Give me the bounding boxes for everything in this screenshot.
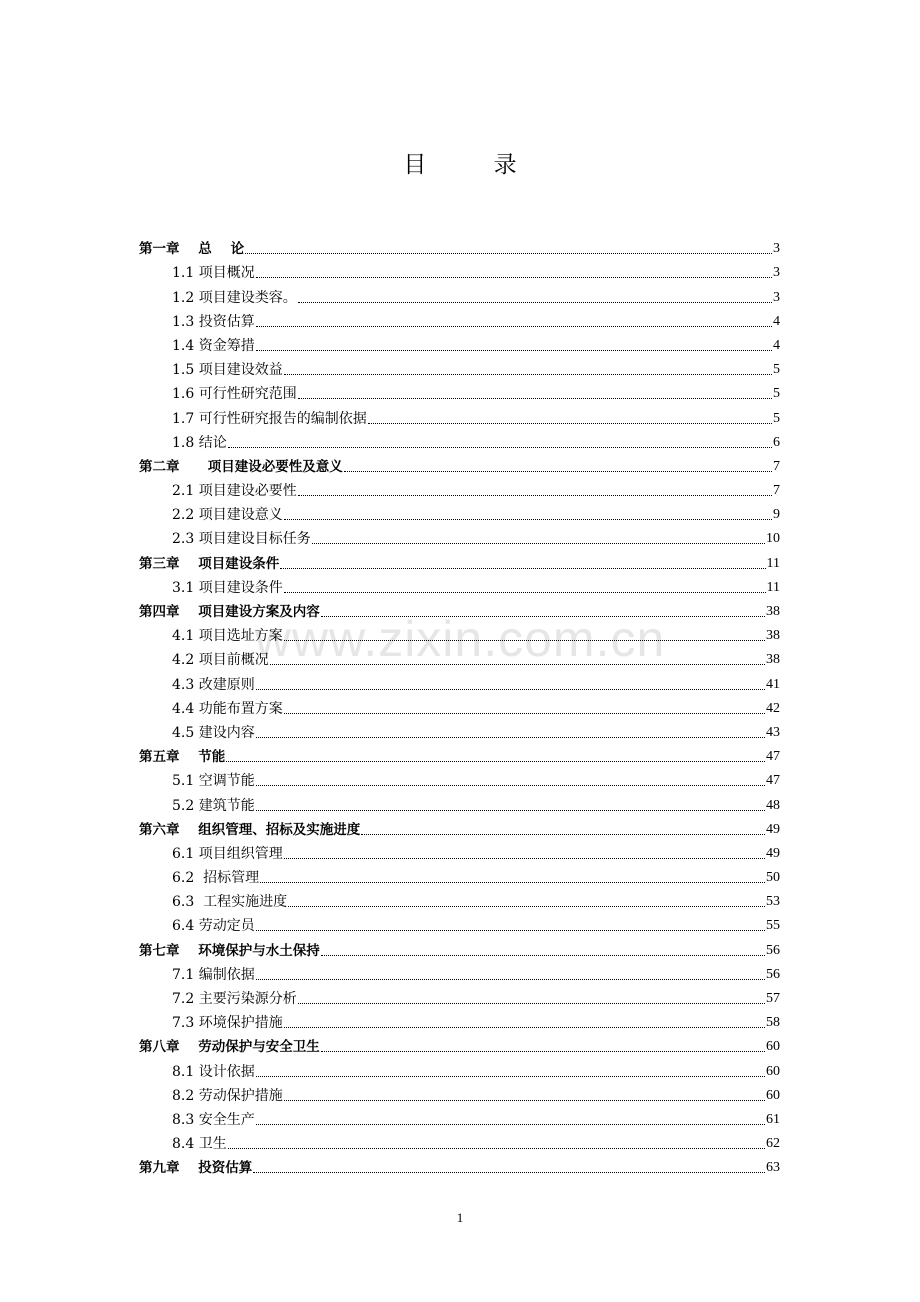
toc-section-entry[interactable]: [139, 523, 780, 547]
toc-entry-page: 5: [773, 386, 780, 402]
toc-section-entry[interactable]: [139, 499, 780, 523]
toc-entry-label: 第二章 项目建设必要性及意义: [139, 458, 343, 475]
toc-entry-label: 4.5 建设内容: [172, 724, 255, 741]
toc-leader-dots: [253, 1172, 765, 1173]
toc-leader-dots: [270, 664, 765, 665]
toc-entry-page: 38: [766, 652, 780, 668]
toc-entry-label: 第八章 劳动保护与安全卫生: [139, 1039, 320, 1056]
toc-leader-dots: [256, 979, 765, 980]
toc-section-entry[interactable]: [139, 959, 780, 983]
toc-entry-label: 1.5 项目建设效益: [172, 362, 283, 379]
toc-section-entry[interactable]: [139, 765, 780, 789]
toc-leader-dots: [361, 834, 765, 835]
toc-leader-dots: [256, 1124, 765, 1125]
toc-entry-label: 6.4 劳动定员: [172, 918, 255, 935]
toc-entry-page: 11: [766, 555, 780, 571]
toc-entry-page: 53: [766, 894, 780, 910]
toc-entry-page: 38: [766, 628, 780, 644]
toc-entry-page: 11: [766, 579, 780, 595]
watermark: www.zixin.com.cn: [254, 611, 666, 667]
toc-entry-label: 4.2 项目前概况: [172, 652, 269, 669]
toc-leader-dots: [321, 1051, 765, 1052]
toc-entry-label: 7.1 编制依据: [172, 966, 255, 983]
toc-entry-page: 4: [773, 337, 780, 353]
toc-leader-dots: [256, 737, 765, 738]
toc-entry-label: 3.1 项目建设条件: [172, 579, 283, 596]
toc-entry-page: 4: [773, 313, 780, 329]
toc-entry-label: 第三章 项目建设条件: [139, 555, 280, 572]
toc-leader-dots: [280, 568, 765, 569]
toc-entry-page: 58: [766, 1015, 780, 1031]
toc-leader-dots: [298, 1003, 765, 1004]
toc-chapter-entry[interactable]: [139, 547, 780, 571]
toc-leader-dots: [226, 761, 765, 762]
toc-entry-page: 49: [766, 845, 780, 861]
toc-section-entry[interactable]: [139, 427, 780, 451]
toc-entry-page: 50: [766, 870, 780, 886]
toc-entry-page: 56: [766, 966, 780, 982]
toc-section-entry[interactable]: [139, 1007, 780, 1031]
toc-leader-dots: [245, 253, 772, 254]
toc-entry-page: 48: [766, 797, 780, 813]
page-number: 1: [456, 1210, 464, 1225]
toc-entry-page: 10: [766, 531, 780, 547]
toc-entry-label: 6.3 工程实施进度: [172, 894, 288, 911]
toc-entry-label: 5.1 空调节能: [172, 773, 255, 790]
toc-entry-page: 49: [766, 821, 780, 837]
toc-entry-page: 6: [773, 434, 780, 450]
toc-entry-page: 9: [773, 507, 780, 523]
toc-section-entry[interactable]: [139, 789, 780, 813]
toc-section-entry[interactable]: [139, 1128, 780, 1152]
toc-entry-label: 7.2 主要污染源分析: [172, 991, 297, 1007]
toc-entry-page: 43: [766, 724, 780, 740]
toc-entry-page: 61: [766, 1111, 780, 1127]
toc-entry-label: 4.4 功能布置方案: [172, 700, 283, 717]
toc-leader-dots: [256, 689, 765, 690]
toc-entry-label: 1.3 投资估算: [172, 313, 255, 330]
toc-leader-dots: [288, 906, 765, 907]
toc-leader-dots: [228, 447, 772, 448]
toc-entry-page: 57: [766, 991, 780, 1006]
toc-entry-label: 8.1 设计依据: [172, 1063, 255, 1080]
toc-section-entry[interactable]: [139, 983, 780, 1007]
toc-leader-dots: [228, 1148, 765, 1149]
toc-section-entry[interactable]: [139, 402, 780, 426]
toc-section-entry[interactable]: [139, 886, 780, 910]
toc-leader-dots: [256, 326, 772, 327]
table-of-contents: [139, 233, 780, 1176]
toc-entry-label: 第五章 节能: [139, 749, 226, 766]
toc-section-entry[interactable]: [139, 910, 780, 934]
toc-leader-dots: [256, 350, 772, 351]
toc-leader-dots: [321, 955, 765, 956]
toc-leader-dots: [284, 713, 765, 714]
toc-section-entry[interactable]: [139, 306, 780, 330]
toc-entry-page: 38: [766, 604, 780, 619]
toc-section-entry[interactable]: [139, 378, 780, 402]
toc-entry-page: 60: [766, 1063, 780, 1079]
toc-leader-dots: [312, 543, 765, 544]
toc-entry-page: 42: [766, 700, 780, 716]
toc-entry-label: 第六章 组织管理、招标及实施进度: [139, 821, 361, 838]
toc-entry-label: 第一章 总 论: [139, 241, 245, 258]
toc-section-entry[interactable]: [139, 572, 780, 596]
toc-entry-label: 1.4 资金筹措: [172, 337, 255, 354]
toc-section-entry[interactable]: [139, 1104, 780, 1128]
toc-entry-page: 55: [766, 918, 780, 934]
toc-leader-dots: [256, 930, 765, 931]
toc-leader-dots: [256, 277, 772, 278]
toc-entry-page: 62: [766, 1136, 780, 1152]
toc-entry-page: 7: [773, 483, 780, 499]
toc-chapter-entry[interactable]: [139, 233, 780, 257]
toc-leader-dots: [284, 374, 772, 375]
toc-leader-dots: [298, 398, 772, 399]
toc-leader-dots: [284, 519, 772, 520]
toc-section-entry[interactable]: [139, 330, 780, 354]
toc-leader-dots: [298, 495, 772, 496]
toc-entry-label: 4.1 项目选址方案: [172, 628, 283, 645]
toc-section-entry[interactable]: [139, 354, 780, 378]
toc-chapter-entry[interactable]: [139, 1031, 780, 1055]
toc-entry-label: 1.1 项目概况: [172, 265, 255, 282]
page-title: 目 录: [403, 152, 547, 178]
toc-chapter-entry[interactable]: [139, 596, 780, 620]
toc-entry-label: 第四章 项目建设方案及内容: [139, 604, 320, 620]
toc-entry-label: 2.3 项目建设目标任务: [172, 531, 311, 548]
toc-leader-dots: [368, 423, 772, 424]
toc-section-entry[interactable]: [139, 1055, 780, 1079]
toc-entry-page: 47: [766, 749, 780, 765]
toc-entry-label: 1.6 可行性研究范围: [172, 386, 297, 403]
toc-entry-label: 8.4 卫生: [172, 1136, 227, 1153]
toc-section-entry[interactable]: [139, 862, 780, 886]
toc-entry-label: 6.2 招标管理: [172, 870, 260, 887]
toc-entry-label: 5.2 建筑节能: [172, 797, 255, 814]
toc-entry-page: 3: [773, 265, 780, 281]
toc-entry-page: 60: [766, 1039, 780, 1055]
toc-entry-label: 第九章 投资估算: [139, 1160, 253, 1177]
toc-entry-label: 7.3 环境保护措施: [172, 1015, 283, 1032]
toc-entry-page: 60: [766, 1087, 780, 1103]
toc-chapter-entry[interactable]: [139, 934, 780, 958]
toc-entry-label: 1.7 可行性研究报告的编制依据: [172, 410, 367, 427]
toc-leader-dots: [284, 592, 766, 593]
toc-entry-label: 6.1 项目组织管理: [172, 845, 283, 862]
toc-entry-label: 2.1 项目建设必要性: [172, 483, 297, 500]
toc-entry-page: 5: [773, 410, 780, 426]
toc-chapter-entry[interactable]: [139, 451, 780, 475]
toc-entry-page: 3: [773, 241, 780, 257]
toc-entry-page: 3: [773, 289, 780, 305]
toc-leader-dots: [256, 810, 765, 811]
toc-entry-label: 4.3 改建原则: [172, 676, 255, 693]
toc-section-entry[interactable]: [139, 717, 780, 741]
toc-leader-dots: [321, 616, 765, 617]
toc-leader-dots: [284, 1100, 765, 1101]
toc-leader-dots: [298, 302, 772, 303]
toc-chapter-entry[interactable]: [139, 1152, 780, 1176]
toc-section-entry[interactable]: [139, 1080, 780, 1104]
toc-leader-dots: [256, 1076, 765, 1077]
toc-section-entry[interactable]: [139, 257, 780, 281]
toc-section-entry[interactable]: [139, 281, 780, 305]
toc-section-entry[interactable]: [139, 838, 780, 862]
toc-section-entry[interactable]: [139, 693, 780, 717]
toc-section-entry[interactable]: [139, 668, 780, 692]
toc-section-entry[interactable]: [139, 644, 780, 668]
toc-chapter-entry[interactable]: [139, 741, 780, 765]
toc-entry-page: 41: [766, 676, 780, 692]
toc-leader-dots: [256, 785, 765, 786]
toc-entry-label: 1.8 结论: [172, 434, 227, 451]
toc-leader-dots: [284, 1027, 765, 1028]
toc-entry-label: 8.3 安全生产: [172, 1111, 255, 1128]
toc-leader-dots: [284, 640, 765, 641]
toc-entry-label: 8.2 劳动保护措施: [172, 1087, 283, 1104]
toc-section-entry[interactable]: [139, 475, 780, 499]
toc-entry-page: 5: [773, 362, 780, 378]
toc-entry-page: 7: [773, 458, 780, 474]
toc-leader-dots: [284, 858, 765, 859]
toc-section-entry[interactable]: [139, 620, 780, 644]
toc-leader-dots: [344, 471, 772, 472]
toc-entry-page: 47: [766, 773, 780, 789]
toc-entry-label: 2.2 项目建设意义: [172, 507, 283, 524]
toc-entry-page: 56: [766, 942, 780, 958]
toc-leader-dots: [260, 882, 765, 883]
toc-entry-label: 第七章 环境保护与水土保持: [139, 942, 320, 959]
toc-chapter-entry[interactable]: [139, 814, 780, 838]
toc-entry-label: 1.2 项目建设类容。: [172, 289, 297, 306]
toc-entry-page: 63: [766, 1160, 780, 1176]
